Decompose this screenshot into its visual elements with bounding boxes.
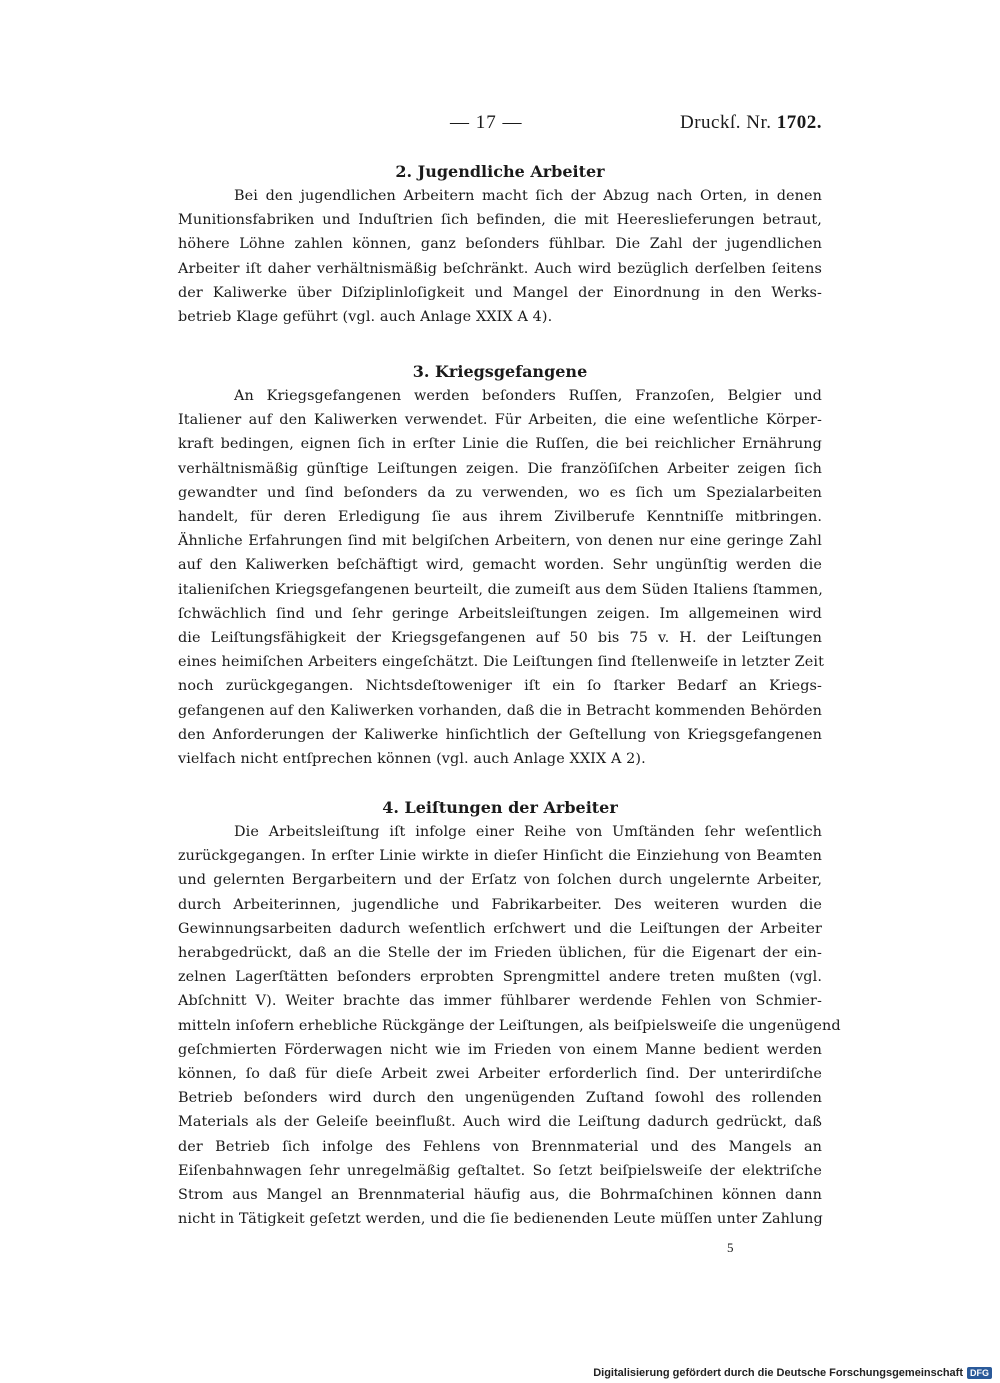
credit-text: Digitalisierung gefördert durch die Deutsche Forschungsgemeinschaft xyxy=(593,1367,963,1379)
print-reference: Druckſ. Nr. 1702. xyxy=(679,112,822,133)
section-paragraph xyxy=(178,184,822,329)
text-line: An Kriegsgefangenen werden beſonders Ruſſen, Franzoſen, Belgier und xyxy=(234,388,822,404)
text-line: auf den Kaliwerken beſchäftigt wird, gemacht worden. Sehr ungünſtig werden die xyxy=(178,557,822,574)
text-line: Materials als der Geleiſe beeinflußt. Auch wird die Leiſtung dadurch gedrückt, daß xyxy=(178,1114,822,1131)
text-line: noch zurückgegangen. Nichtsdeſtoweniger iſt ein ſo ſtarker Bedarf an Kriegs- xyxy=(178,678,822,695)
text-line: Strom aus Mangel an Brennmaterial häufig aus, die Bohrmaſchinen können dann xyxy=(178,1187,822,1204)
sheet-number: 5 xyxy=(727,1240,734,1255)
text-line: eines heimiſchen Arbeiters eingeſchätzt. Die Leiſtungen ſind ſtellenweiſe in letzter Zeit xyxy=(178,654,824,671)
text-line: italieniſchen Kriegsgefangenen beurteilt, die zumeiſt aus dem Süden Italiens ſtammen, xyxy=(178,581,823,598)
text-line: Bei den jugendlichen Arbeitern macht ſich der Abzug nach Orten, in denen xyxy=(234,188,822,204)
page-header xyxy=(180,112,822,140)
text-line: der Kaliwerke über Diſziplinloſigkeit und Mangel der Einordnung in den Werks- xyxy=(178,284,822,301)
text-line: Gewinnungsarbeiten dadurch weſentlich erſchwert und die Leiſtungen der Arbeiter xyxy=(178,920,822,937)
section-paragraph xyxy=(178,820,841,1231)
text-line: Ähnliche Erfahrungen ſind mit belgiſchen Arbeitern, von denen nur eine geringe Zahl xyxy=(178,533,822,550)
text-line: handelt, für deren Erledigung ſie aus ihrem Zivilberufe Kenntniſſe mitbringen. xyxy=(178,509,822,526)
text-line: geſchmierten Förderwagen nicht wie im Frieden von einem Manne bedient werden xyxy=(178,1041,822,1058)
text-line: herabgedrückt, daß an die Stelle der im Frieden üblichen, für die Eigenart der ein- xyxy=(178,945,822,962)
text-line: verhältnismäßig günſtige Leiſtungen zeigen. Die franzöſiſchen Arbeiter zeigen ſich xyxy=(178,460,822,477)
text-line: Arbeiter iſt daher verhältnismäßig beſchränkt. Auch wird bezüglich derſelben ſeitens xyxy=(178,260,822,277)
text-line: vielfach nicht entſprechen können (vgl. auch Anlage XXIX A 2). xyxy=(178,751,646,768)
text-line: betrieb Klage geführt (vgl. auch Anlage XXIX A 4). xyxy=(178,309,553,326)
page-number: — 17 — xyxy=(450,112,523,133)
text-line: Italiener auf den Kaliwerken verwendet. Für Arbeiten, die eine weſentliche Körper- xyxy=(178,412,822,429)
section-jugendliche-arbeiter xyxy=(178,160,822,329)
text-line: der Betrieb ſich infolge des Fehlens von Brennmaterial und des Mangels an xyxy=(178,1138,822,1155)
text-line: die Leiſtungsfähigkeit der Kriegsgefangenen auf 50 bis 75 v. H. der Leiſtungen xyxy=(178,630,822,647)
section-paragraph xyxy=(178,384,822,771)
text-line: den Anforderungen der Kaliwerke hinſichtlich der Geſtellung von Kriegsgefangenen xyxy=(178,726,822,743)
text-line: zurückgegangen. In erſter Linie wirkte in dieſer Hinſicht die Einziehung von Beamten xyxy=(178,848,822,865)
text-line: höhere Löhne zahlen können, ganz beſonders fühlbar. Die Zahl der jugendlichen xyxy=(178,236,822,253)
section-leistungen-der-arbeiter xyxy=(178,796,841,1231)
text-line: ſchwächlich ſind und ſehr geringe Arbeitsleiſtungen zeigen. Im allgemeinen wird xyxy=(178,605,822,622)
text-line: Betrieb beſonders wird durch den ungenügenden Zuſtand ſowohl des rollenden xyxy=(178,1090,822,1107)
text-line: gewandter und ſind beſonders da zu verwenden, wo es ſich um Spezialarbeiten xyxy=(178,484,822,501)
text-line: Munitionsfabriken und Induſtrien ſich befinden, die mit Heereslieferungen betraut, xyxy=(178,212,822,229)
text-line: Eiſenbahnwagen ſehr unregelmäßig geſtaltet. So ſetzt beiſpielsweiſe der elektriſche xyxy=(178,1162,822,1179)
digitization-credit xyxy=(593,1367,992,1379)
section-title: 3. Kriegsgefangene xyxy=(412,362,588,381)
text-line: mitteln inſofern erhebliche Rückgänge der Leiſtungen, als beiſpielsweiſe die ungenügend xyxy=(178,1017,841,1034)
text-line: Die Arbeitsleiſtung iſt infolge einer Reihe von Umſtänden ſehr weſentlich xyxy=(234,824,822,840)
text-line: nicht in Tätigkeit geſetzt werden, und die ſie bedienenden Leute müſſen unter Zahlung xyxy=(178,1211,823,1228)
section-title: 4. Leiſtungen der Arbeiter xyxy=(382,798,618,817)
text-line: gefangenen auf den Kaliwerken vorhanden, daß die in Betracht kommenden Behörden xyxy=(178,702,822,719)
text-line: können, ſo daß für dieſe Arbeit zwei Arbeiter erforderlich ſind. Der unterirdiſche xyxy=(178,1066,822,1083)
text-line: Abſchnitt V). Weiter brachte das immer fühlbarer werdende Fehlen von Schmier- xyxy=(178,993,822,1010)
section-kriegsgefangene xyxy=(178,360,822,771)
text-line: durch Arbeiterinnen, jugendliche und Fabrikarbeiter. Des weiteren wurden die xyxy=(178,896,822,913)
text-line: zelnen Lagerſtätten beſonders erprobten Sprengmittel andere treten mußten (vgl. xyxy=(178,969,822,986)
text-line: kraft bedingen, eignen ſich in erſter Linie die Ruſſen, die bei reichlicher Ernährung xyxy=(178,436,822,453)
text-line: und gelernten Bergarbeitern und der Erſatz von ſolchen durch ungelernte Arbeiter, xyxy=(178,872,822,889)
section-title: 2. Jugendliche Arbeiter xyxy=(395,162,605,181)
dfg-logo: DFG xyxy=(967,1367,992,1379)
